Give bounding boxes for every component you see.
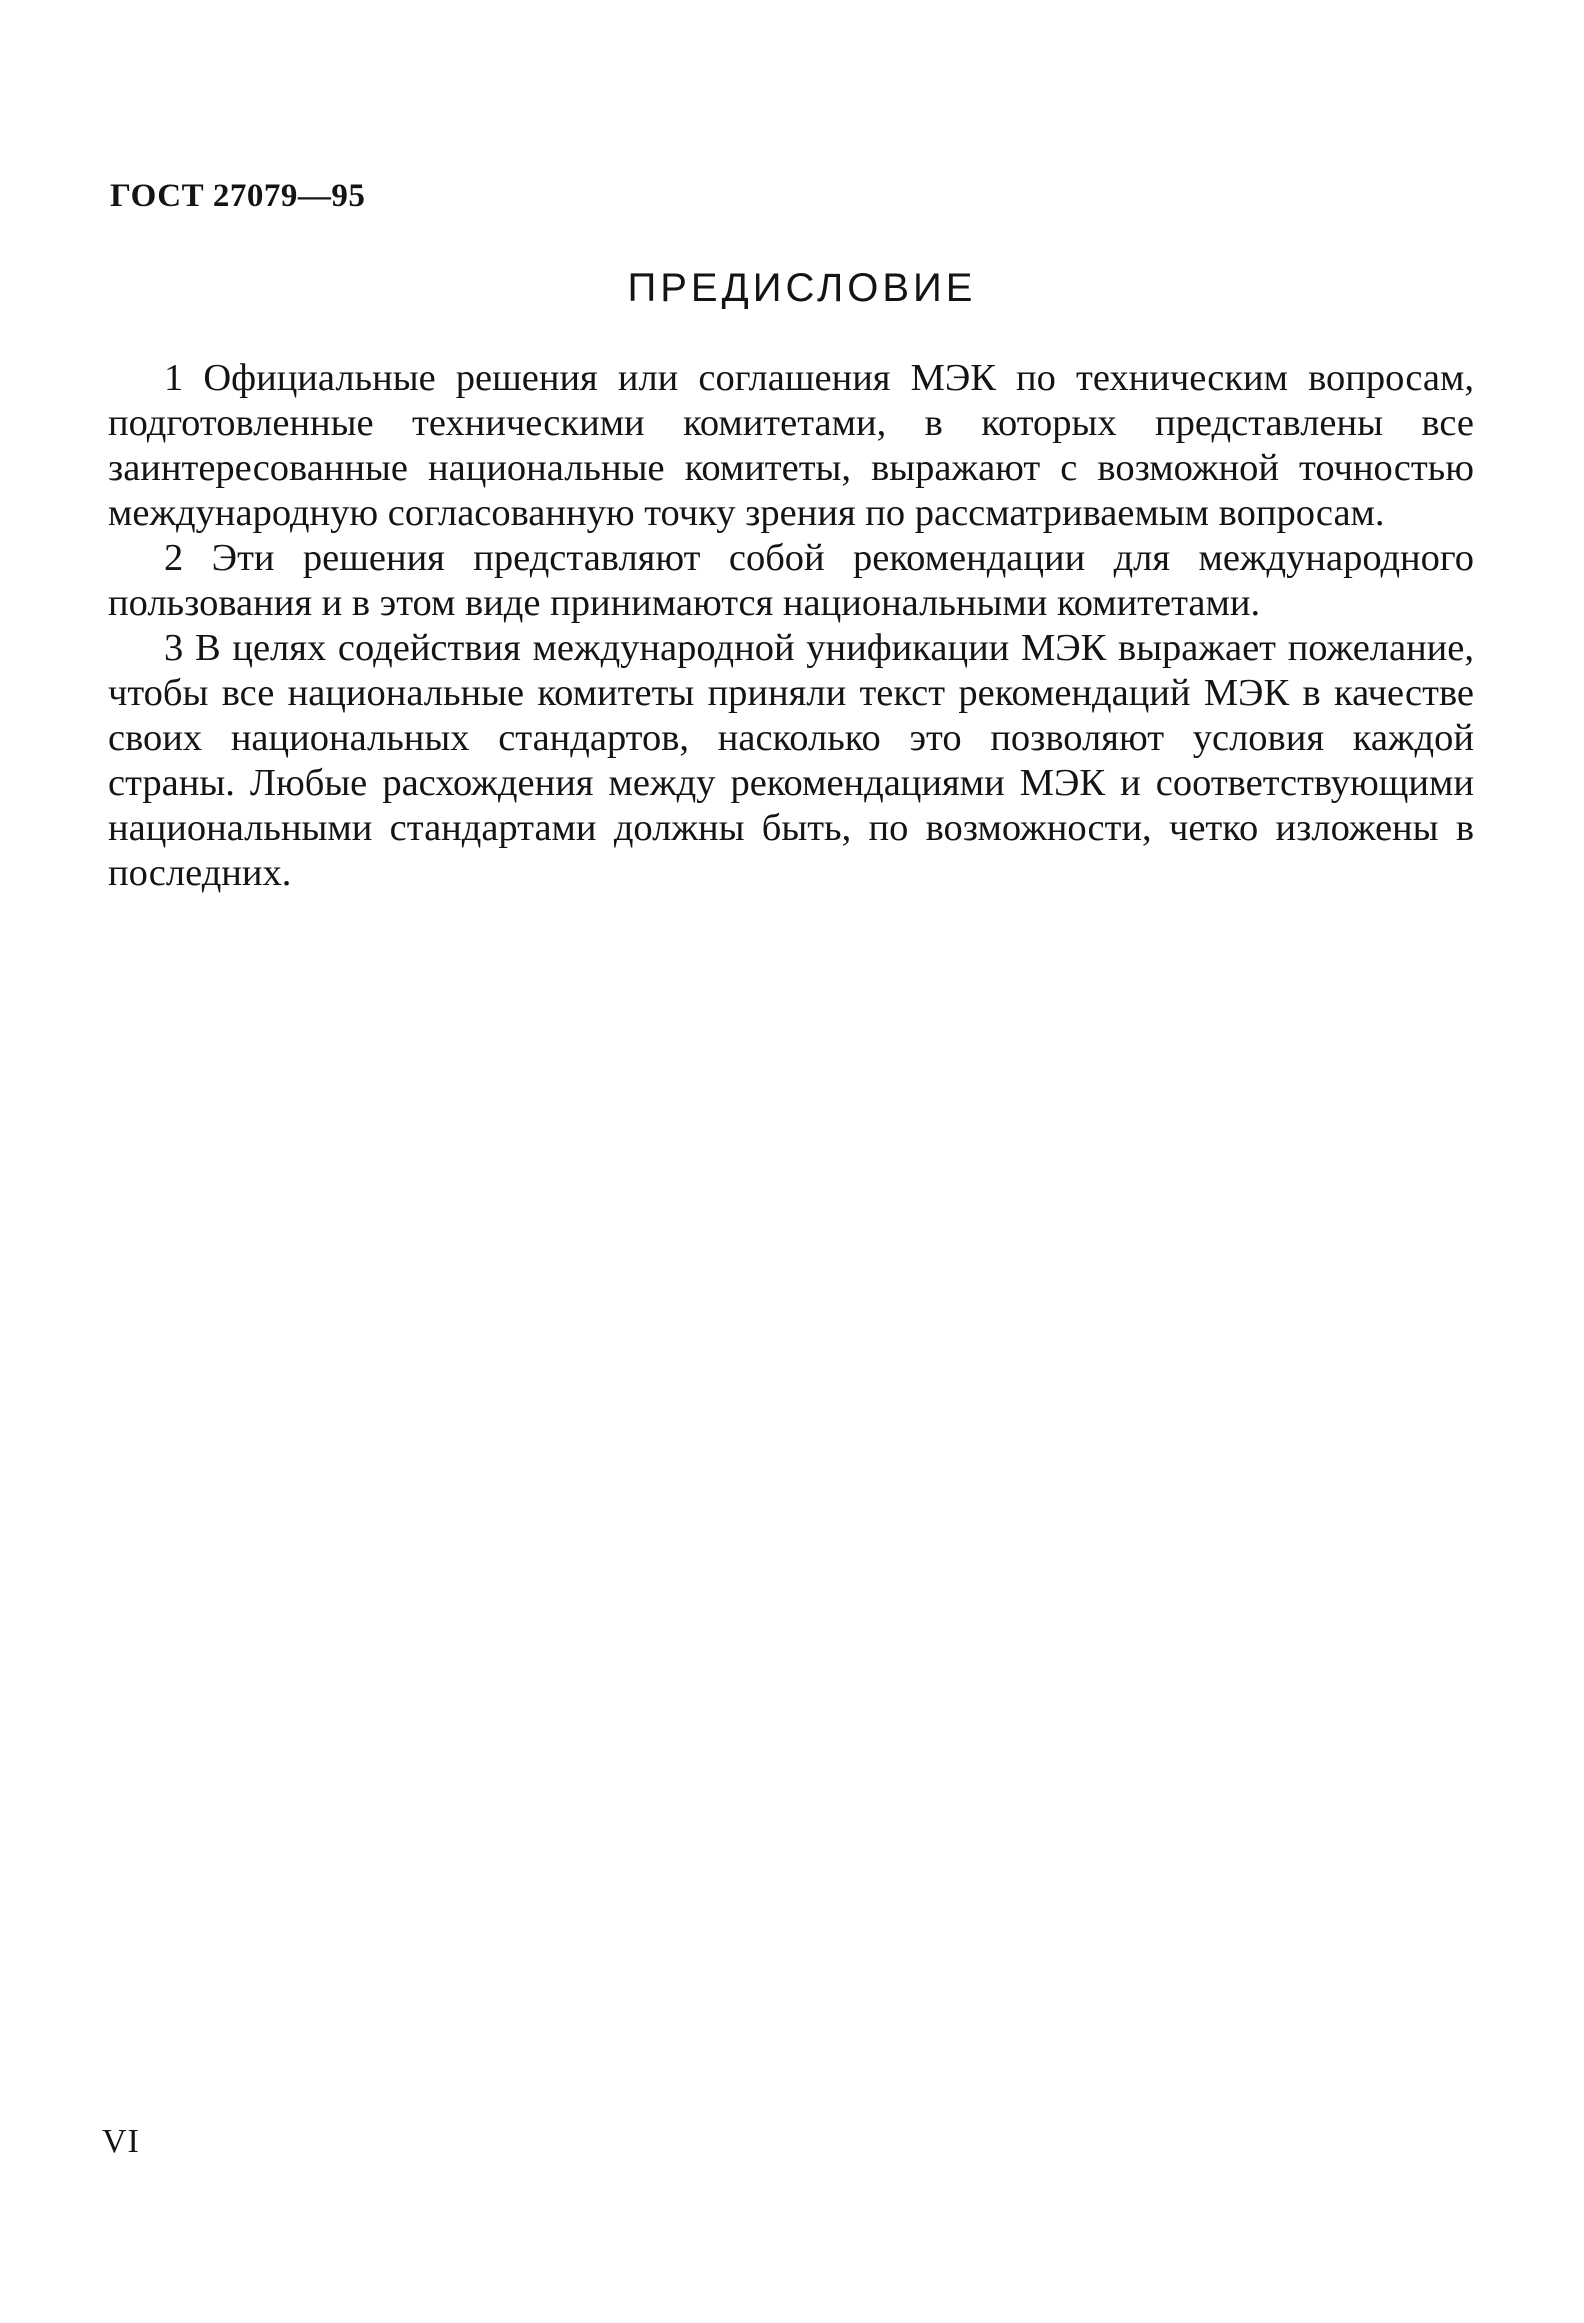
- page-number: VI: [102, 2123, 140, 2160]
- foreword-paragraph-3: 3 В целях содействия международной унификации МЭК выражает пожелание, чтобы все национальные комитеты приняли текст рекомендаций МЭК в качестве своих национальных стандартов, насколько это позволяют условия каждой страны. Любые расхождения между рекомендациями МЭК и соответствующими национальными стандартами должны быть, по возможности, четко изложены в последних.: [108, 627, 1474, 894]
- document-code: ГОСТ 27079—95: [110, 178, 366, 214]
- section-title: ПРЕДИСЛОВИЕ: [627, 266, 977, 310]
- foreword-paragraph-2: 2 Эти решения представляют собой рекомендации для международного пользования и в этом виде принимаются национальными комитетами.: [108, 537, 1474, 624]
- foreword-body: [108, 356, 1474, 896]
- foreword-paragraph-1: 1 Официальные решения или соглашения МЭК по техническим вопросам, подготовленные техническими комитетами, в которых представлены все заинтересованные национальные комитеты, выражают с возможной точностью международную согласованную точку зрения по рассматриваемым вопросам.: [108, 357, 1474, 534]
